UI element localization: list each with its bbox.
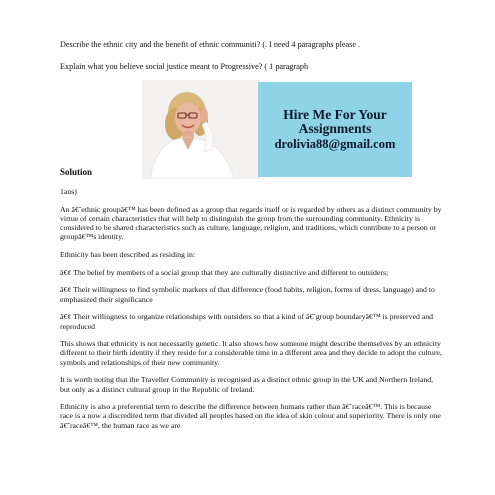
paragraph-race: Ethnicity is also a preferential term to describe the difference between humans rather than â€˜raceâ€™. This is because race is a now a discredited term that divided all peoples based on the idea of skin colour and superiority. There is only one â€˜raceâ€™, the human race as we are [60,402,441,430]
ad-email: drolivia88@gmail.com [274,137,396,152]
paragraph-residing: Ethnicity has been described as residing in: [60,250,196,260]
paragraph-definition: An â€˜ethnic groupâ€™ has been defined as a group that regards itself or is regarded by others as a distinct community by virtue of certain characteristics that will help to distinguish the group from the surrounding community. Ethnicity is considered to be shared characteristics such as culture, language, religion, and traditions, which contribute to a person or groupâ€™s identity. [60,204,442,242]
solution-body [60,187,444,438]
hire-me-banner [142,80,412,179]
solution-heading: Solution [60,167,93,177]
woman-photo [142,80,260,179]
ad-line-2: Assignments [298,120,372,136]
question-1: Describe the ethnic city and the benefit of ethnic communiti? (. I need 4 paragraphs please . [60,40,361,49]
question-2: Explain what you believe social justice meant to Progressive? ( 1 paragraph [60,62,309,71]
paragraph-not-genetic: This shows that ethnicity is not necessarily genetic. It also shows how someone might describe themselves by an ethnicity different to their birth identity if they reside for a considerable time in a different area and they decide to adopt the culture, symbols and relationships of their new community. [60,339,442,367]
ad-line-1: Hire Me For Your [283,106,387,122]
bullet-belief: â€¢ The belief by members of a social group that they are culturally distinctive and different to outsiders; [60,267,389,277]
hire-me-ad [258,82,412,177]
bullet-symbolic-markers: â€¢ Their willingness to find symbolic markers of that difference (food habits, religion, forms of dress, language) and to emphasized their significance [60,285,435,304]
answer-label: 1ans) [60,187,77,196]
bullet-group-boundary: â€¢ Their willingness to organize relationships with outsiders so that a kind of â€˜group boundaryâ€™ is preserved and reproduced [60,312,434,331]
paragraph-traveller: It is worth noting that the Traveller Community is recognised as a distinct ethnic group in the UK and Northern Ireland, but only as a distinct cultural group in the Republic of Ireland. [60,375,434,394]
